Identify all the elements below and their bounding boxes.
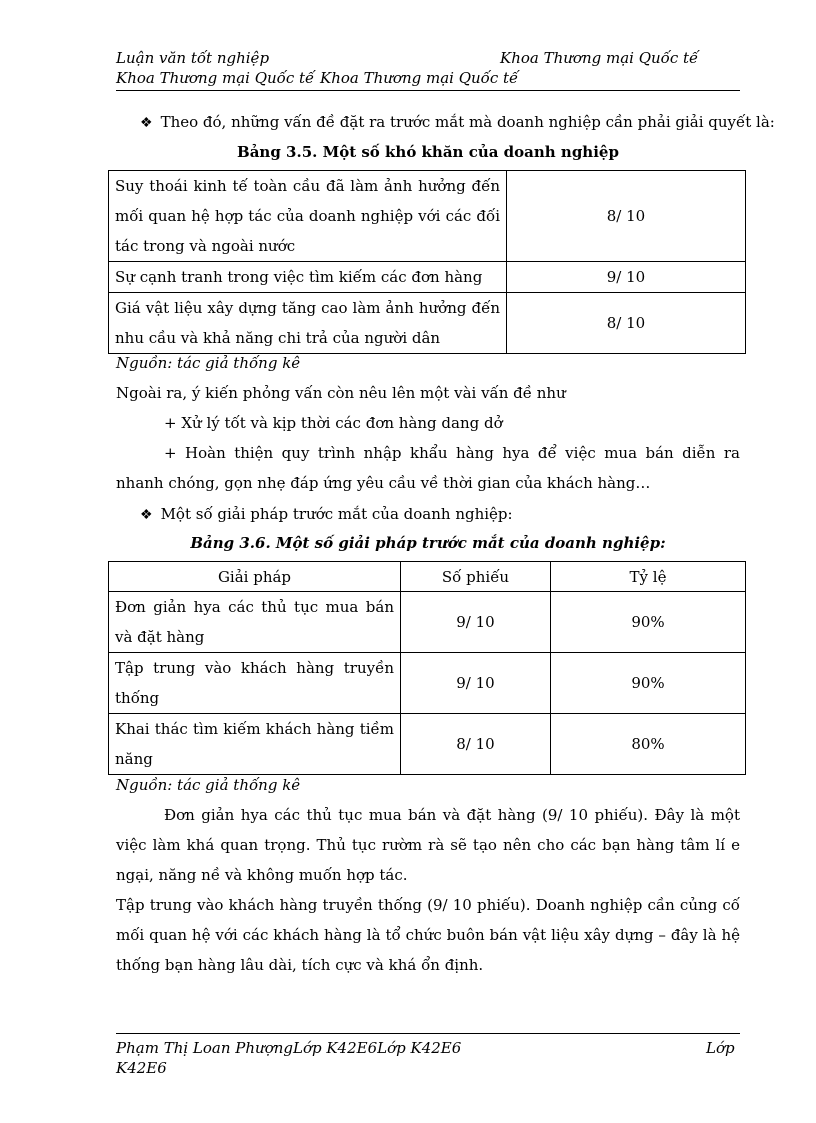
table-header-votes: Số phiếu [401,562,551,592]
footer-class-label: Lớp [706,1039,735,1057]
para-simplify: Đơn giản hya các thủ tục mua bán và đặt hàng (9/ 10 phiếu). Đây là một việc làm khá quan trọng. Thủ tục rườm rà sẽ tạo nên cho các bạn hàng tâm lí e ngại, năng nề và không muốn hợp tác. [116,806,740,884]
plus-item-1: + Xử lý tốt và kịp thời các đơn hàng dang dở [164,414,503,432]
table2-source: Nguồn: tác giả thống kê [116,776,301,794]
footer-rule [116,1033,740,1034]
header-faculty-label: Khoa Thương mại Quốc tế [500,49,699,67]
footer-author: Phạm Thị Loan PhượngLớp K42E6Lớp K42E6 [116,1039,462,1057]
table-header-solution: Giải pháp [109,562,401,592]
table-row [109,262,746,293]
table-cell-votes: 9/ 10 [401,653,551,714]
table-header-rate: Tỷ lệ [551,562,746,592]
table-header-row [109,562,746,592]
table-cell-rate: 80% [551,714,746,775]
para-interview: Ngoài ra, ý kiến phỏng vấn còn nêu lên một vài vấn đề như [116,384,566,402]
table1-title: Bảng 3.5. Một số khó khăn của doanh nghiệp [237,143,619,161]
header-line2-a: Khoa Thương mại Quốc tế [116,69,315,87]
plus-item-2: + Hoàn thiện quy trình nhập khẩu hàng hya để việc mua bán diễn ra nhanh chóng, gọn nhẹ đáp ứng yêu cầu về thời gian của khách hàng… [116,444,740,492]
bullet-solutions [140,499,740,530]
header-line2-b: Khoa Thương mại Quốc tế [320,69,519,87]
table-row [109,293,746,354]
intro-bullet-text: Theo đó, những vấn đề đặt ra trước mắt mà doanh nghiệp cần phải giải quyết là: [160,113,775,131]
table-row [109,653,746,714]
table-cell-solution: Đơn giản hya các thủ tục mua bán và đặt hàng [109,592,401,653]
table-cell-text: Giá vật liệu xây dựng tăng cao làm ảnh hưởng đến nhu cầu và khả năng chi trả của người dân [109,293,507,354]
table-row [109,592,746,653]
footer-class-code: K42E6 [116,1059,167,1077]
table-cell-rate: 90% [551,653,746,714]
table-row [109,171,746,262]
bullet-solutions-text: Một số giải pháp trước mắt của doanh nghiệp: [160,505,513,523]
intro-bullet [140,107,775,138]
table-cell-solution: Tập trung vào khách hàng truyền thống [109,653,401,714]
header-rule [116,90,740,91]
difficulties-table [108,170,746,354]
solutions-table [108,561,746,775]
table-cell-rate: 90% [551,592,746,653]
para-traditional: Tập trung vào khách hàng truyền thống (9/ 10 phiếu). Doanh nghiệp cần củng cố mối quan hệ với các khách hàng là tổ chức buôn bán vật liệu xây dựng – đây là hệ thống bạn hàng lâu dài, tích cực và khá ổn định. [116,896,740,974]
table-cell-votes: 8/ 10 [401,714,551,775]
diamond-bullet-icon: ❖ [140,507,153,523]
table1-source: Nguồn: tác giả thống kê [116,354,301,372]
table-cell-score: 8/ 10 [507,171,746,262]
table2-title: Bảng 3.6. Một số giải pháp trước mắt của doanh nghiệp: [190,534,666,552]
table-cell-votes: 9/ 10 [401,592,551,653]
diamond-bullet-icon: ❖ [140,115,153,131]
table-cell-text: Sự cạnh tranh trong việc tìm kiếm các đơn hàng [109,262,507,293]
table-cell-score: 8/ 10 [507,293,746,354]
table-row [109,714,746,775]
header-thesis-label: Luận văn tốt nghiệp [116,49,270,67]
table-cell-solution: Khai thác tìm kiếm khách hàng tiềm năng [109,714,401,775]
table-cell-text: Suy thoái kinh tế toàn cầu đã làm ảnh hưởng đến mối quan hệ hợp tác của doanh nghiệp với các đối tác trong và ngoài nước [109,171,507,262]
table-cell-score: 9/ 10 [507,262,746,293]
